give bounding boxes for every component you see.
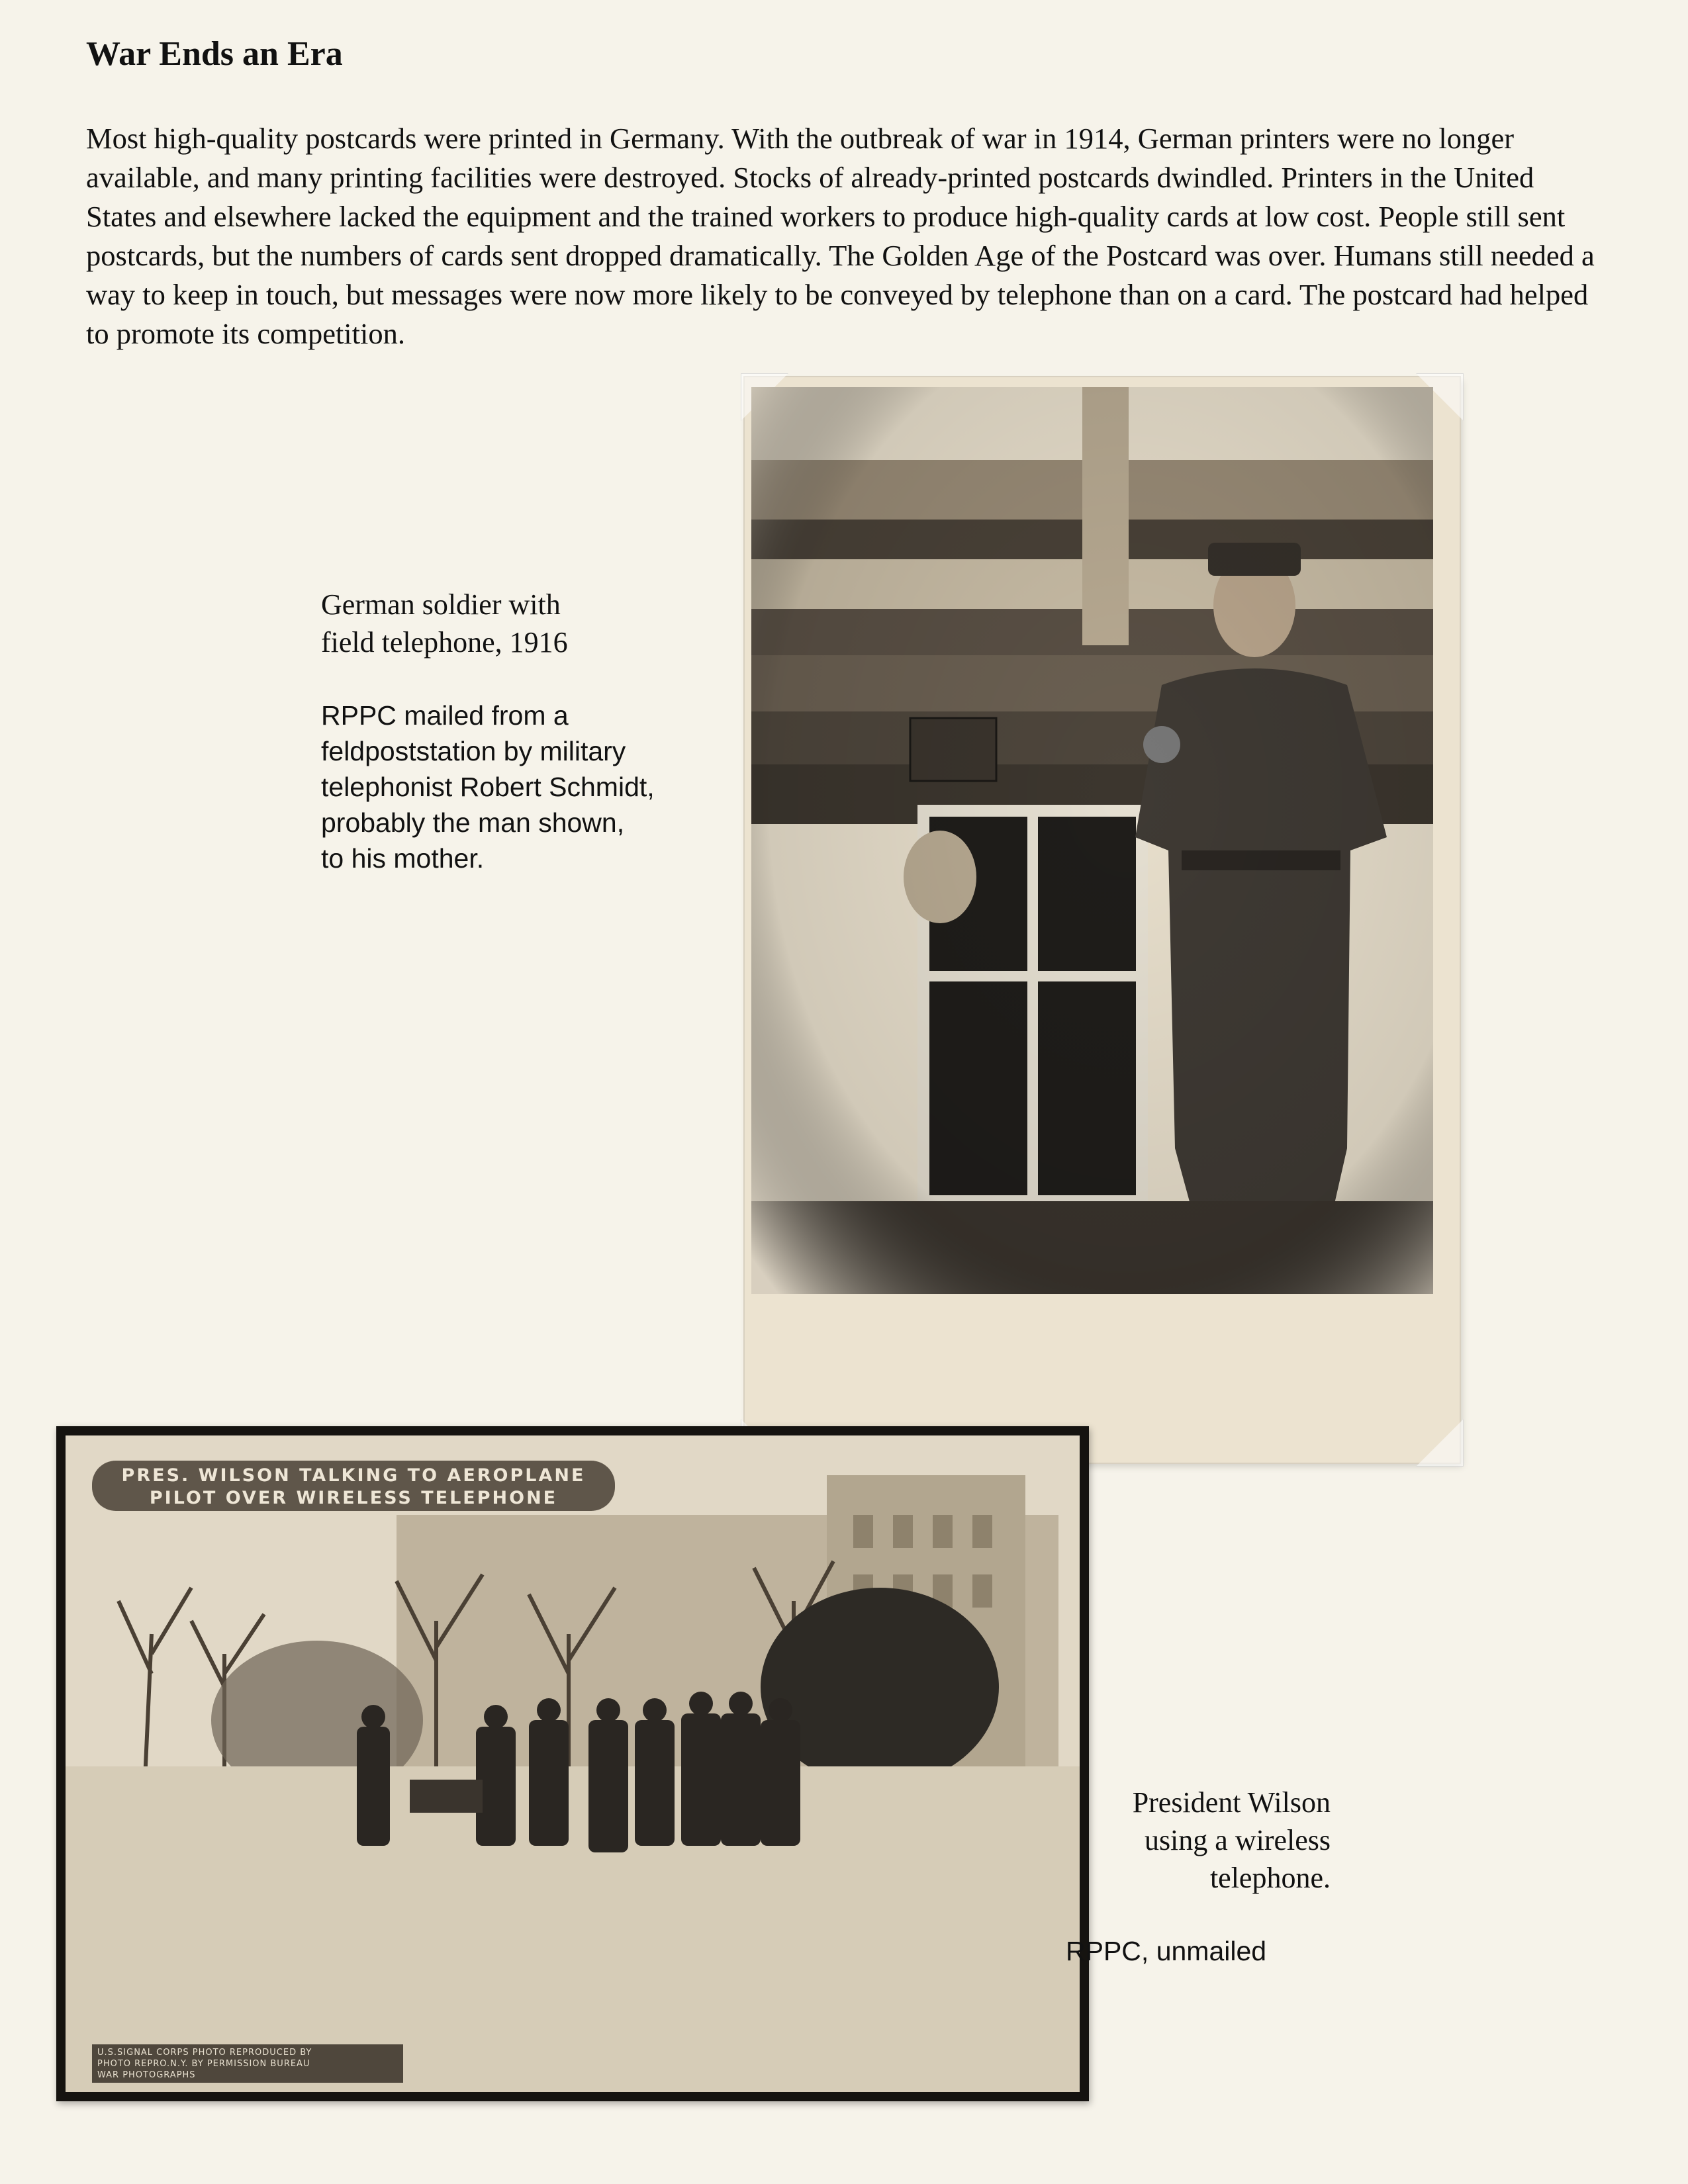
wilson-caption-line: President Wilson bbox=[1132, 1786, 1331, 1819]
banner-line: PILOT OVER WIRELESS TELEPHONE bbox=[149, 1488, 558, 1508]
soldier-caption-line: German soldier with bbox=[321, 588, 561, 621]
soldier-caption-line: field telephone, 1916 bbox=[321, 626, 568, 659]
soldier-caption bbox=[321, 586, 745, 876]
page-title: War Ends an Era bbox=[86, 35, 343, 73]
wilson-postcard bbox=[56, 1426, 1089, 2101]
soldier-note-line: feldpoststation by military bbox=[321, 736, 626, 766]
intro-paragraph: Most high-quality postcards were printed in Germany. With the outbreak of war in 1914, German printers were no longer available, and many printing facilities were destroyed. Stocks of already-printed postcards dwindled. Printers in the United States and elsewhere lacked the equipment and the trained workers to produce high-quality cards at low cost. People still sent postcards, but the numbers of cards sent dropped dramatically. The Golden Age of the Postcard was over. Humans still needed a way to keep in touch, but messages were now more likely to be conveyed by telephone than on a card. The postcard had helped to promote its competition. bbox=[86, 122, 1595, 350]
soldier-note-line: telephonist Robert Schmidt, bbox=[321, 772, 655, 802]
photo-credit-label bbox=[92, 2044, 403, 2083]
wilson-caption-line: using a wireless bbox=[1144, 1824, 1331, 1856]
soldier-note-line: RPPC mailed from a bbox=[321, 700, 569, 731]
soldier-note-line: to his mother. bbox=[321, 843, 485, 874]
soldier-photo bbox=[751, 387, 1433, 1294]
wilson-caption bbox=[1066, 1784, 1331, 1969]
credit-line: WAR PHOTOGRAPHS bbox=[97, 2070, 196, 2080]
credit-line: PHOTO REPRO.N.Y. BY PERMISSION BUREAU bbox=[97, 2059, 310, 2069]
wilson-note: RPPC, unmailed bbox=[1066, 1936, 1267, 1966]
soldier-postcard bbox=[745, 377, 1460, 1463]
soldier-note-line: probably the man shown, bbox=[321, 807, 625, 838]
photo-title-banner bbox=[92, 1461, 615, 1511]
credit-line: U.S.SIGNAL CORPS PHOTO REPRODUCED BY bbox=[97, 2048, 312, 2058]
banner-line: PRES. WILSON TALKING TO AEROPLANE bbox=[121, 1465, 586, 1486]
wilson-photo bbox=[66, 1435, 1080, 2092]
wilson-caption-line: telephone. bbox=[1209, 1862, 1331, 1894]
